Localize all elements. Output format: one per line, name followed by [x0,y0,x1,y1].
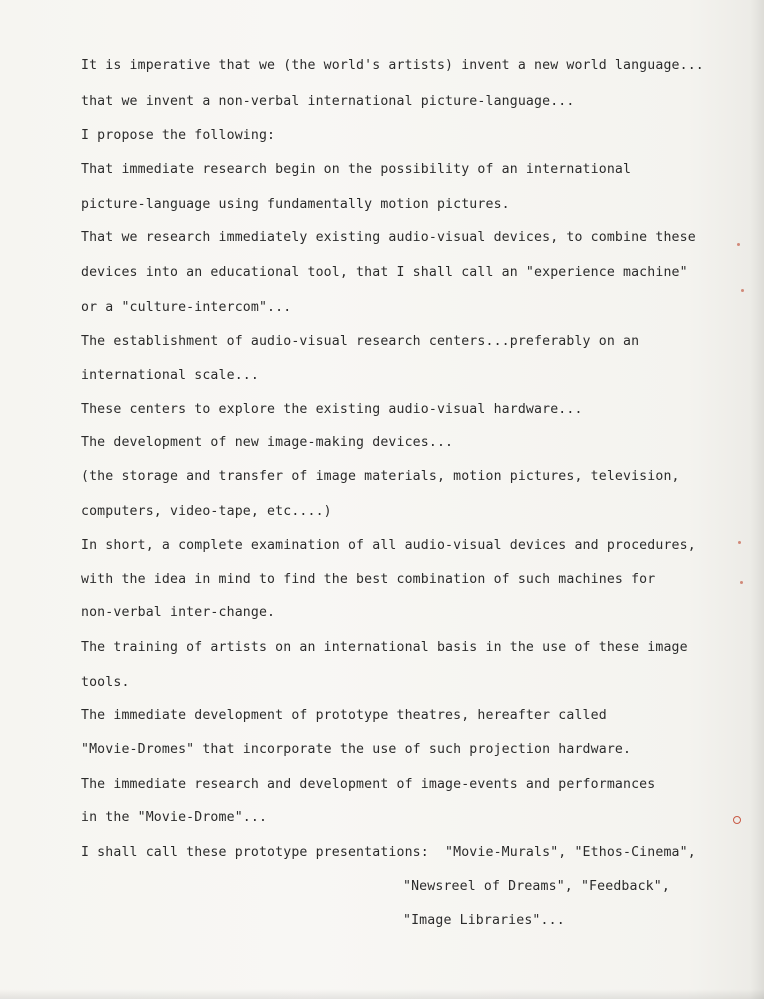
text-line: It is imperative that we (the world's artists) invent a new world language... [81,58,704,73]
text-line: That immediate research begin on the possibility of an international [81,162,632,177]
text-line: In short, a complete examination of all audio-visual devices and procedures, [81,538,696,553]
paper-speck [740,581,743,584]
text-line: The establishment of audio-visual research centers...preferably on an [81,334,640,349]
text-line: devices into an educational tool, that I shall call an "experience machine" [81,265,688,280]
text-line: that we invent a non-verbal international picture-language... [81,94,575,109]
text-line: (the storage and transfer of image materials, motion pictures, television, [81,469,680,484]
paper-speck [741,289,744,292]
text-line: The training of artists on an international basis in the use of these image [81,640,688,655]
text-line: I shall call these prototype presentations: "Movie-Murals", "Ethos-Cinema", [81,845,696,860]
text-line: "Movie-Dromes" that incorporate the use of such projection hardware. [81,742,632,757]
page-edge-shadow [750,0,764,999]
paper-speck [733,816,741,824]
text-line: These centers to explore the existing audio-visual hardware... [81,402,583,417]
text-line: with the idea in mind to find the best combination of such machines for [81,572,656,587]
text-line: non-verbal inter-change. [81,605,276,620]
text-line: The development of new image-making devices... [81,435,454,450]
text-line: That we research immediately existing audio-visual devices, to combine these [81,230,696,245]
text-line: "Image Libraries"... [403,913,565,928]
text-line: I propose the following: [81,128,276,143]
text-line: or a "culture-intercom"... [81,300,292,315]
text-line: The immediate development of prototype theatres, hereafter called [81,708,607,723]
text-line: computers, video-tape, etc....) [81,504,332,519]
paper-speck [737,243,740,246]
text-line: international scale... [81,368,259,383]
text-line: in the "Movie-Drome"... [81,810,268,825]
text-line: picture-language using fundamentally motion pictures. [81,197,510,212]
text-line: tools. [81,675,130,690]
text-line: The immediate research and development of image-events and performances [81,777,656,792]
text-line: "Newsreel of Dreams", "Feedback", [403,879,670,894]
paper-speck [738,541,741,544]
page-bottom-shadow [0,989,764,999]
